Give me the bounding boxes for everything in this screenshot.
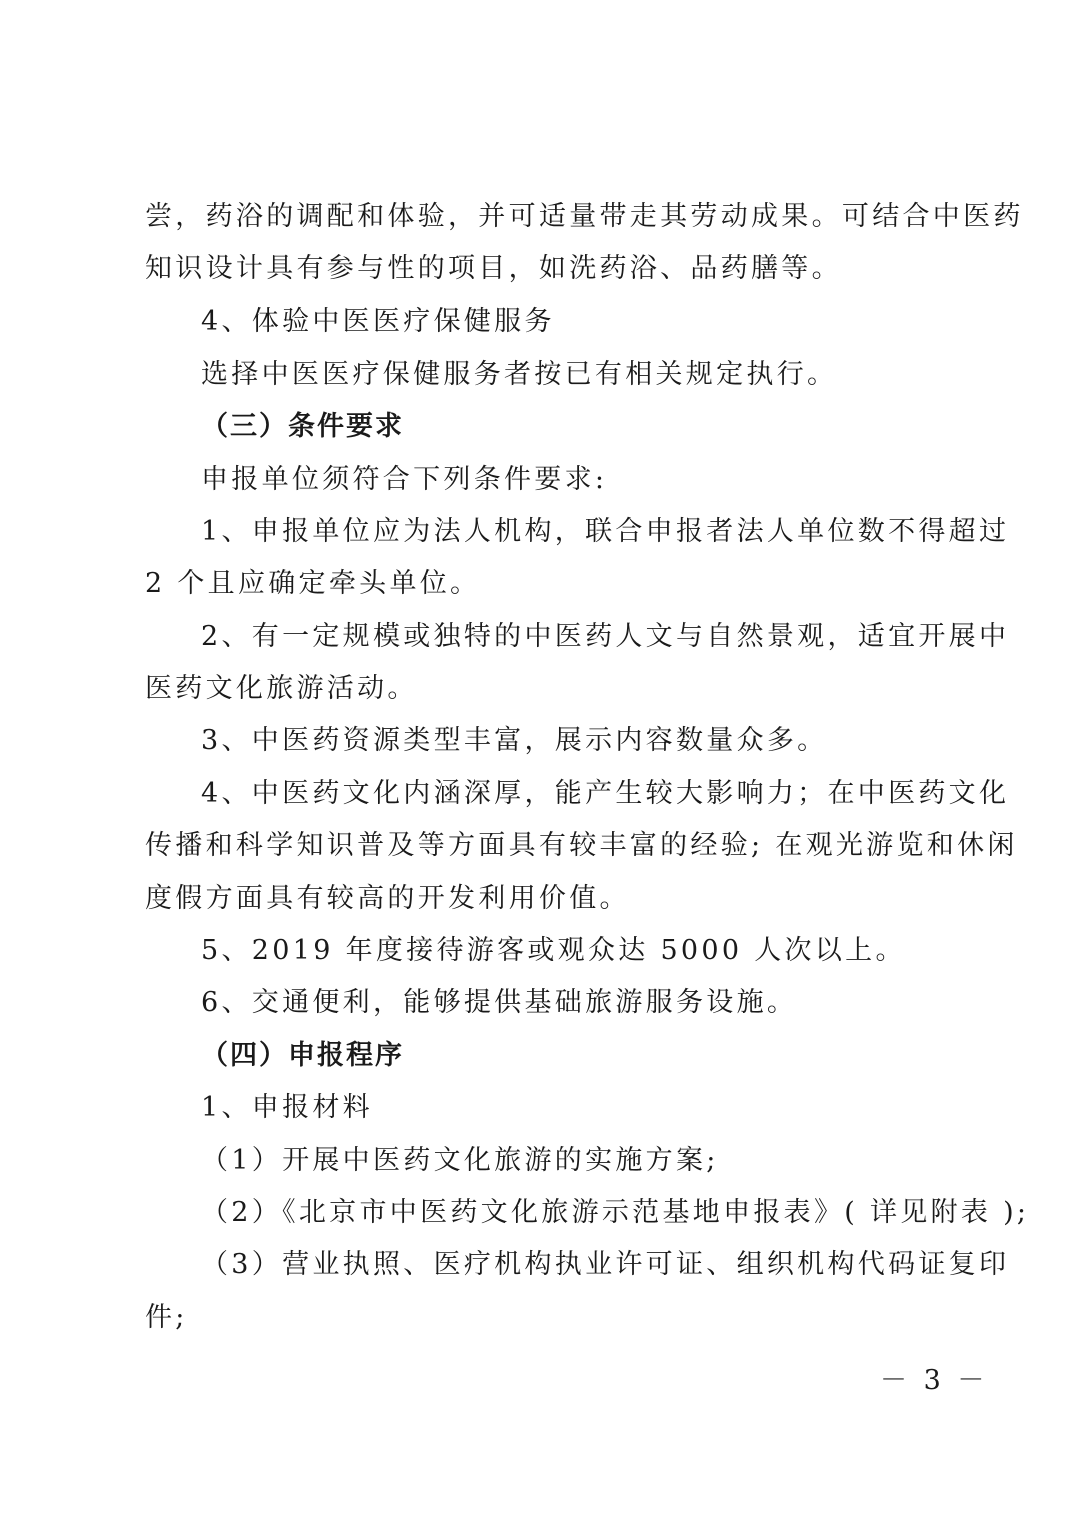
requirement-5: 5、2019 年度接待游客或观众达 5000 人次以上。: [201, 935, 906, 966]
material-item-1: （1）开展中医药文化旅游的实施方案;: [201, 1145, 719, 1176]
requirement-2-line-1: 2、有一定规模或独特的中医药人文与自然景观，适宜开展中: [201, 621, 1010, 652]
material-item-3-line-2: 件;: [145, 1302, 188, 1333]
paragraph-line-6: 申报单位须符合下列条件要求:: [201, 464, 608, 495]
requirement-4-line-1: 4、中医药文化内涵深厚，能产生较大影响力；在中医药文化: [201, 778, 1010, 809]
requirement-2-line-2: 医药文化旅游活动。: [145, 673, 418, 704]
requirement-4-line-2: 传播和科学知识普及等方面具有较丰富的经验; 在观光游览和休闲: [145, 830, 1018, 861]
requirement-4-line-3: 度假方面具有较高的开发利用价值。: [145, 883, 630, 914]
requirement-6: 6、交通便利，能够提供基础旅游服务设施。: [201, 987, 798, 1018]
material-item-3-line-1: （3）营业执照、医疗机构执业许可证、组织机构代码证复印: [201, 1249, 1010, 1280]
requirement-1-line-2: 2 个且应确定牵头单位。: [145, 568, 481, 599]
procedure-item-1: 1、申报材料: [201, 1092, 373, 1123]
section-heading-3: （三）条件要求: [201, 411, 404, 442]
item-heading-4: 4、体验中医医疗保健服务: [201, 306, 555, 337]
paragraph-line-4: 选择中医医疗保健服务者按已有相关规定执行。: [201, 359, 838, 390]
paragraph-line-1: 尝，药浴的调配和体验，并可适量带走其劳动成果。可结合中医药: [145, 201, 1024, 232]
material-item-2: （2）《北京市中医药文化旅游示范基地申报表》( 详见附表 );: [201, 1197, 1030, 1228]
section-heading-4: （四）申报程序: [201, 1040, 404, 1071]
page-number: － 3 －: [880, 1365, 989, 1396]
requirement-3: 3、中医药资源类型丰富，展示内容数量众多。: [201, 725, 828, 756]
paragraph-line-2: 知识设计具有参与性的项目，如洗药浴、品药膳等。: [145, 253, 842, 284]
requirement-1-line-1: 1、申报单位应为法人机构，联合申报者法人单位数不得超过: [201, 516, 1010, 547]
